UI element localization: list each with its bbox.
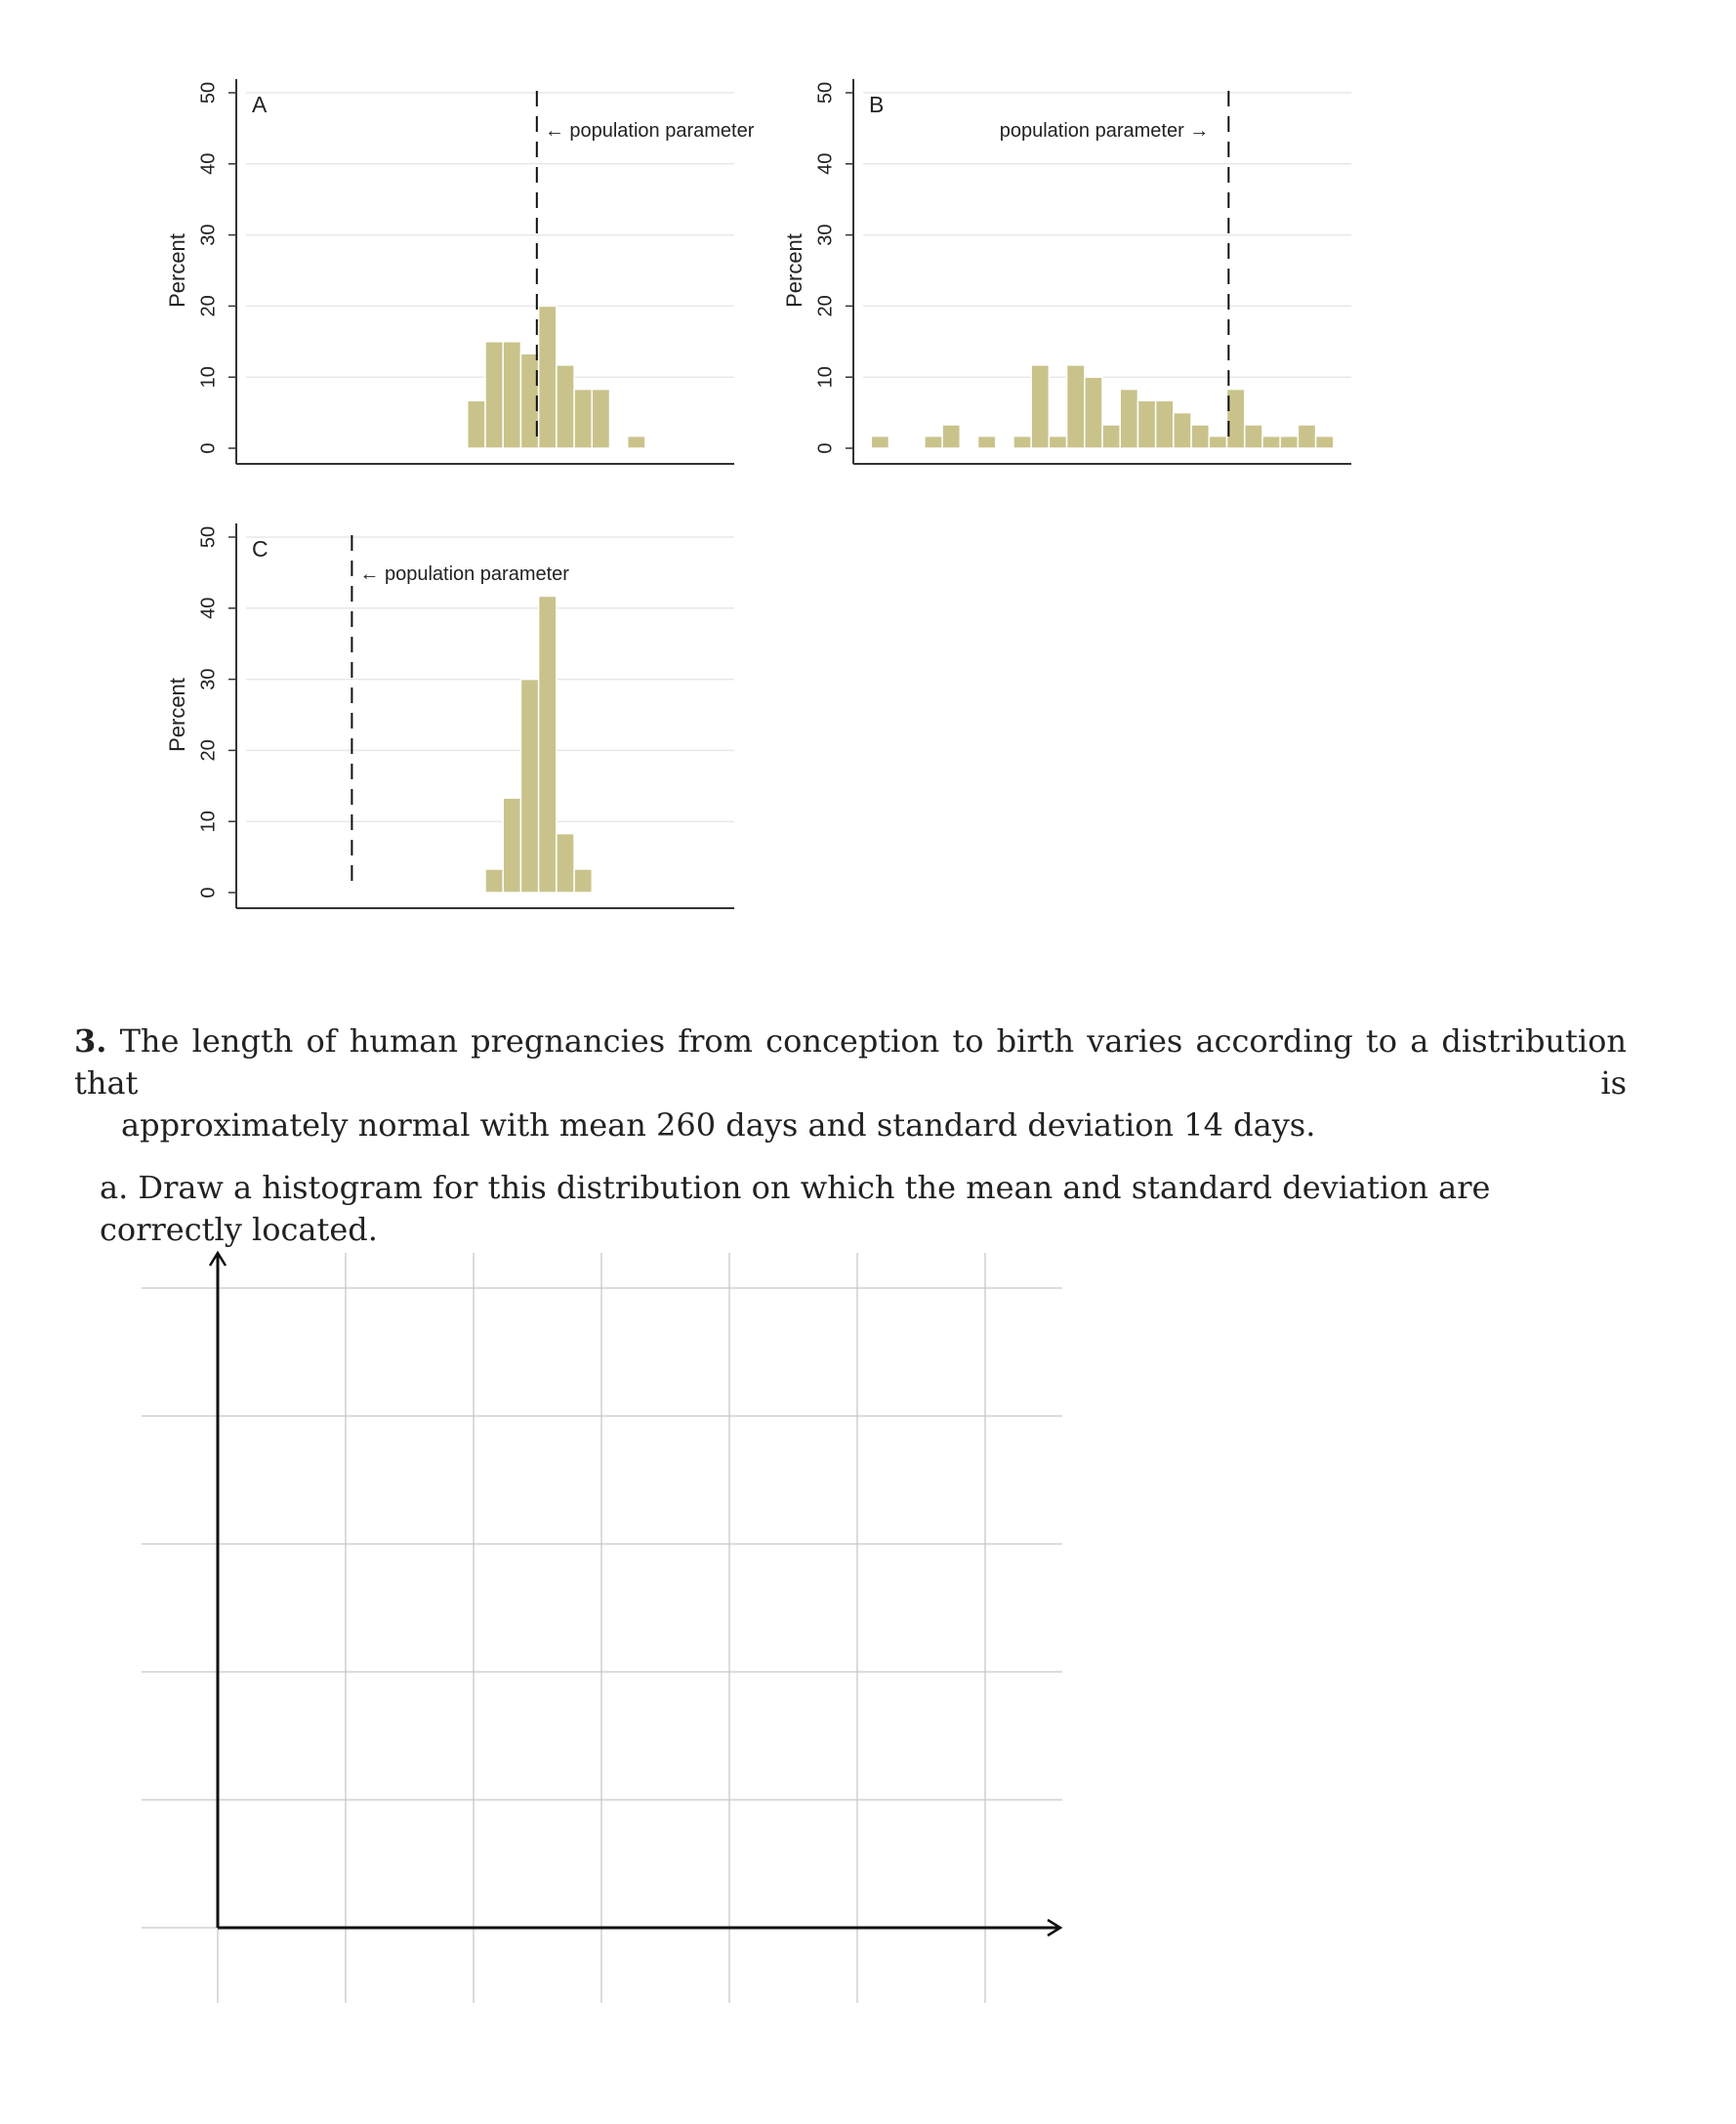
histogram-bar xyxy=(1049,437,1066,448)
y-tick-label: 10 xyxy=(197,811,220,833)
question-part-a: a. Draw a histogram for this distribution on which the mean and standard deviation are correctly located. xyxy=(100,1169,1491,1248)
histogram-bar xyxy=(1262,437,1280,448)
histogram-bar xyxy=(1137,400,1155,448)
population-parameter-label: ← population parameter xyxy=(359,563,569,585)
histogram-bar xyxy=(574,869,592,893)
histogram-bar xyxy=(1120,390,1137,448)
y-tick-label: 10 xyxy=(197,366,220,389)
population-parameter-label: population parameter → xyxy=(999,120,1210,142)
histogram-bar xyxy=(1174,413,1191,448)
histogram-bar xyxy=(1245,425,1262,448)
y-tick-label: 0 xyxy=(197,887,220,898)
y-tick-label: 0 xyxy=(197,442,220,454)
histogram-bar xyxy=(1102,425,1120,448)
question-line-1 xyxy=(74,1020,1627,1104)
histogram-bar xyxy=(520,680,538,893)
histogram-bar xyxy=(1085,377,1102,448)
grid-lines xyxy=(142,1253,1062,2003)
histogram-panel-a xyxy=(165,79,755,464)
up-arrow-icon xyxy=(210,1253,226,1266)
histogram-bar xyxy=(557,834,574,893)
histogram-bar xyxy=(1298,425,1315,448)
question-text-2: approximately normal with mean 260 days and standard deviation 14 days. xyxy=(121,1106,1316,1144)
right-arrow-icon xyxy=(1048,1920,1060,1936)
histogram-bar xyxy=(1031,365,1049,448)
y-tick-label: 30 xyxy=(197,224,220,246)
y-tick-label: 20 xyxy=(197,295,220,317)
question-text-1: The length of human pregnancies from conception to birth varies according to a distribution that is xyxy=(74,1022,1628,1102)
panel-letter: B xyxy=(869,92,885,117)
y-tick-label: 20 xyxy=(197,739,220,762)
histogram-bar xyxy=(628,437,645,448)
histogram-bar xyxy=(1156,400,1174,448)
y-tick-label: 40 xyxy=(814,152,837,175)
y-tick-label: 30 xyxy=(814,224,837,246)
histogram-bar xyxy=(485,869,503,893)
question-3 xyxy=(74,1020,1627,1146)
histogram-panels xyxy=(0,0,1736,977)
panel-letter: C xyxy=(252,536,269,562)
histogram-bar xyxy=(871,437,889,448)
histogram-panel-c xyxy=(165,523,734,908)
histogram-bar xyxy=(574,390,592,448)
histogram-bar xyxy=(485,342,503,448)
histogram-bar xyxy=(557,365,574,448)
grid-axes xyxy=(210,1253,1060,1936)
histogram-bar xyxy=(503,798,520,893)
histogram-bar xyxy=(539,596,557,893)
histogram-bar xyxy=(942,425,960,448)
histogram-bar xyxy=(468,400,485,448)
histogram-bar xyxy=(503,342,520,448)
histogram-bar xyxy=(1280,437,1298,448)
histogram-bar xyxy=(925,437,942,448)
y-tick-label: 40 xyxy=(197,152,220,175)
y-tick-label: 50 xyxy=(197,525,220,549)
y-tick-label: 50 xyxy=(197,81,220,104)
histogram-bar xyxy=(1191,425,1209,448)
y-axis-label: Percent xyxy=(164,233,189,308)
histogram-bar xyxy=(1316,437,1334,448)
histogram-bar xyxy=(1209,437,1226,448)
y-tick-label: 30 xyxy=(197,668,220,690)
population-parameter-label: ← population parameter xyxy=(544,120,755,142)
y-tick-label: 20 xyxy=(814,295,837,317)
histogram-panel-b xyxy=(782,79,1351,464)
histogram-bar xyxy=(1013,437,1031,448)
y-tick-label: 0 xyxy=(814,442,837,454)
question-number: 3. xyxy=(74,1022,107,1060)
histogram-bar xyxy=(1067,365,1085,448)
y-axis-label: Percent xyxy=(164,678,189,752)
panel-letter: A xyxy=(252,92,268,117)
histogram-bar xyxy=(978,437,996,448)
y-axis-label: Percent xyxy=(781,233,806,308)
y-tick-label: 10 xyxy=(814,366,837,389)
y-tick-label: 50 xyxy=(814,81,837,104)
y-tick-label: 40 xyxy=(197,597,220,619)
histogram-bar xyxy=(539,306,557,448)
histogram-bar xyxy=(592,390,609,448)
